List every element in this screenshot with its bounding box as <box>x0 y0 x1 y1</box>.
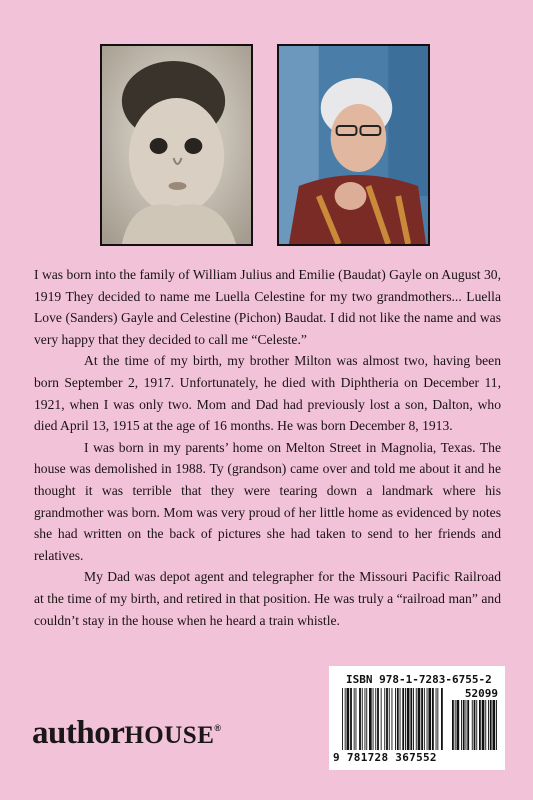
barcode-bar <box>436 688 437 750</box>
barcode-addon-bar <box>467 700 469 750</box>
barcode-bar <box>402 688 404 750</box>
barcode-addon-bar <box>476 700 477 750</box>
isbn-barcode <box>329 666 505 770</box>
barcode-addon-bar <box>485 700 486 750</box>
barcode-bar <box>424 688 425 750</box>
barcode-addon-bar <box>474 700 476 750</box>
barcode-bar <box>377 688 379 750</box>
barcode-bar <box>392 688 393 750</box>
barcode-bar <box>432 688 434 750</box>
barcode-bar <box>413 688 414 750</box>
barcode-bar <box>437 688 438 750</box>
barcode-addon-bar <box>463 700 465 750</box>
barcode-bar <box>369 688 372 750</box>
barcode-bar <box>427 688 428 750</box>
barcode-bar <box>362 688 363 750</box>
barcode-bar <box>428 688 431 750</box>
baby-photo <box>100 44 253 246</box>
paragraph-1: I was born into the family of William Julius and Emilie (Baudat) Gayle on August 30, 1919 They decided to name me Luella Celestine for my two grandmothers... Luella Love (Sanders) Gayle and Celestine (Pichon) Baudat. I did not like the name and was very happy that they decided to call me “Celeste.” <box>34 267 501 347</box>
barcode-bar <box>397 688 399 750</box>
barcode-addon-bar <box>452 700 454 750</box>
barcode-addon-bar <box>482 700 485 750</box>
barcode-addon-bar <box>461 700 462 750</box>
barcode-bar <box>400 688 401 750</box>
publisher-logo <box>32 715 221 752</box>
barcode-bar <box>386 688 388 750</box>
barcode-addon-bar <box>455 700 456 750</box>
barcode-bar <box>350 688 352 750</box>
barcode-digits: 9 781728 367552 <box>333 751 437 764</box>
barcode-bar <box>384 688 385 750</box>
barcode-bar <box>354 688 355 750</box>
baby-photo-image <box>102 46 251 244</box>
price-code: 52099 <box>464 687 498 700</box>
isbn-label: ISBN 978-1-7283-6755-2 <box>346 673 492 686</box>
barcode-addon-bar <box>472 700 473 750</box>
barcode-addon-bar <box>490 700 492 750</box>
registered-mark: ® <box>214 723 221 733</box>
barcode-bar <box>365 688 366 750</box>
paragraph-4: My Dad was depot agent and telegrapher for the Missouri Pacific Railroad at the time of my birth, and retired in that position. He was truly a “railroad man” and couldn’t stay in the house when he heard a train whistle. <box>34 569 501 628</box>
barcode-bar <box>381 688 382 750</box>
publisher-logo-author: author <box>32 715 125 751</box>
barcode-bar <box>395 688 396 750</box>
barcode-bar <box>418 688 421 750</box>
barcode-bar <box>421 688 423 750</box>
barcode-bar <box>359 688 361 750</box>
publisher-logo-house: HOUSE <box>124 722 215 749</box>
barcode-bar <box>416 688 417 750</box>
barcode-bar <box>373 688 374 750</box>
paragraph-2: At the time of my birth, my brother Milton was almost two, having been born September 2, 1917. Unfortunately, he died with Diphtheria on December 11, 1921, when I was only two. Mom and Dad had previously lost a son, Dalton, who died April 13, 1915 at the age of 16 months. He was born December 8, 1913. <box>34 353 501 434</box>
barcode-bar <box>405 688 406 750</box>
barcode-addon-bar <box>496 700 497 750</box>
barcode-bar <box>347 688 350 750</box>
barcode-bar <box>389 688 390 750</box>
barcode-addon-bar <box>493 700 496 750</box>
barcode-bar <box>342 688 343 750</box>
barcode-bar <box>410 688 412 750</box>
elder-photo-image <box>279 46 428 244</box>
barcode-bar <box>375 688 376 750</box>
barcode-addon-bar <box>488 700 489 750</box>
elder-photo <box>277 44 430 246</box>
barcode-addon-bar <box>466 700 467 750</box>
barcode-addon-bar <box>479 700 481 750</box>
barcode-bar <box>366 688 367 750</box>
barcode-bar <box>407 688 410 750</box>
paragraph-3: I was born in my parents’ home on Melton Street in Magnolia, Texas. The house was demolished in 1988. Ty (grandson) came over and told me about it and he thought it was terrible that they were tearing down a landmark where his grandmother was born. Mom was very proud of her little home as evidenced by notes she had written on the back of pictures she had taken to send to her friends and relatives. <box>34 439 501 563</box>
barcode-addon-bar <box>457 700 460 750</box>
barcode-bar <box>441 688 443 750</box>
barcode-bar <box>356 688 357 750</box>
barcode-bar <box>345 688 346 750</box>
body-text <box>34 264 501 631</box>
